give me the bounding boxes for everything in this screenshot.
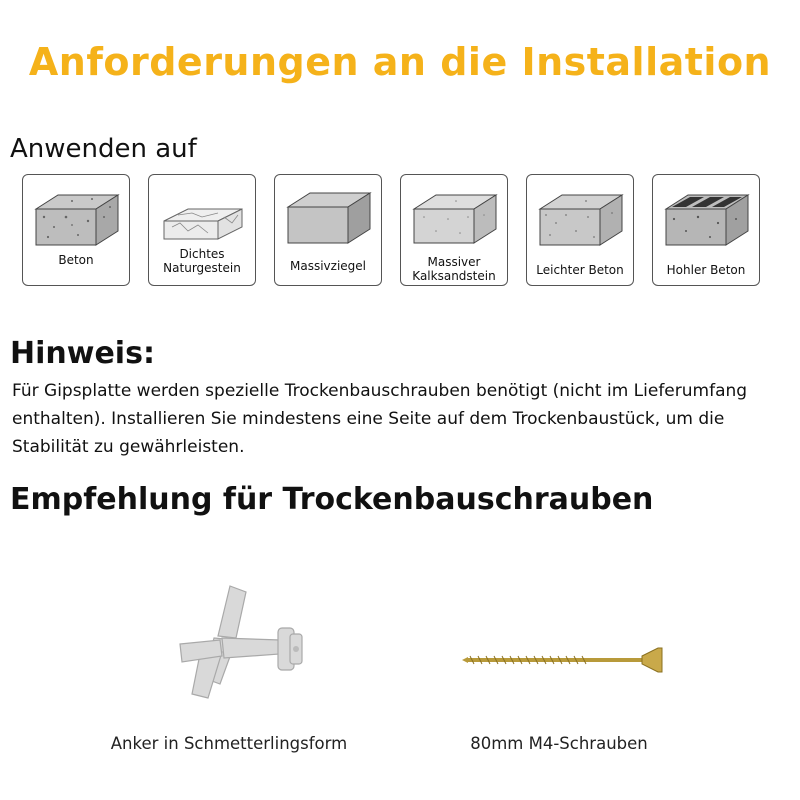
material-label: Massivziegel xyxy=(290,259,366,273)
product-label-screw: 80mm M4-Schrauben xyxy=(470,734,648,753)
material-label: Leichter Beton xyxy=(536,263,624,277)
material-card-leichter-beton xyxy=(526,174,634,286)
material-label: Hohler Beton xyxy=(666,263,746,277)
material-card-kalksandstein xyxy=(400,174,508,286)
butterfly-anchor-icon xyxy=(160,578,320,718)
screw-icon xyxy=(462,640,670,680)
material-label: Beton xyxy=(58,253,94,267)
natural-stone-icon xyxy=(158,187,248,247)
material-label: Massiver Kalksandstein xyxy=(412,255,496,283)
material-card-beton xyxy=(22,174,130,286)
concrete-block-icon xyxy=(32,187,122,247)
material-cards xyxy=(22,174,760,286)
lightweight-concrete-icon xyxy=(536,187,626,247)
apply-heading: Anwenden auf xyxy=(10,134,197,164)
recommendation-heading: Empfehlung für Trockenbauschrauben xyxy=(10,482,654,517)
note-text: Für Gipsplatte werden spezielle Trockenbauschrauben benötigt (nicht im Lieferumfang enthalten). Installieren Sie mindestens eine Seite auf dem Trockenbaustück, um die Stabilität zu gewährleisten. xyxy=(12,381,748,457)
material-card-naturgestein xyxy=(148,174,256,286)
solid-brick-icon xyxy=(284,187,374,247)
note-heading: Hinweis: xyxy=(10,336,155,371)
hollow-concrete-icon xyxy=(662,187,752,247)
material-card-massivziegel xyxy=(274,174,382,286)
sand-lime-brick-icon xyxy=(410,187,500,247)
page-title: Anforderungen an die Installation xyxy=(28,40,772,84)
product-label-anchor: Anker in Schmetterlingsform xyxy=(110,734,348,753)
material-label: Dichtes Naturgestein xyxy=(163,247,241,275)
material-card-hohler-beton xyxy=(652,174,760,286)
